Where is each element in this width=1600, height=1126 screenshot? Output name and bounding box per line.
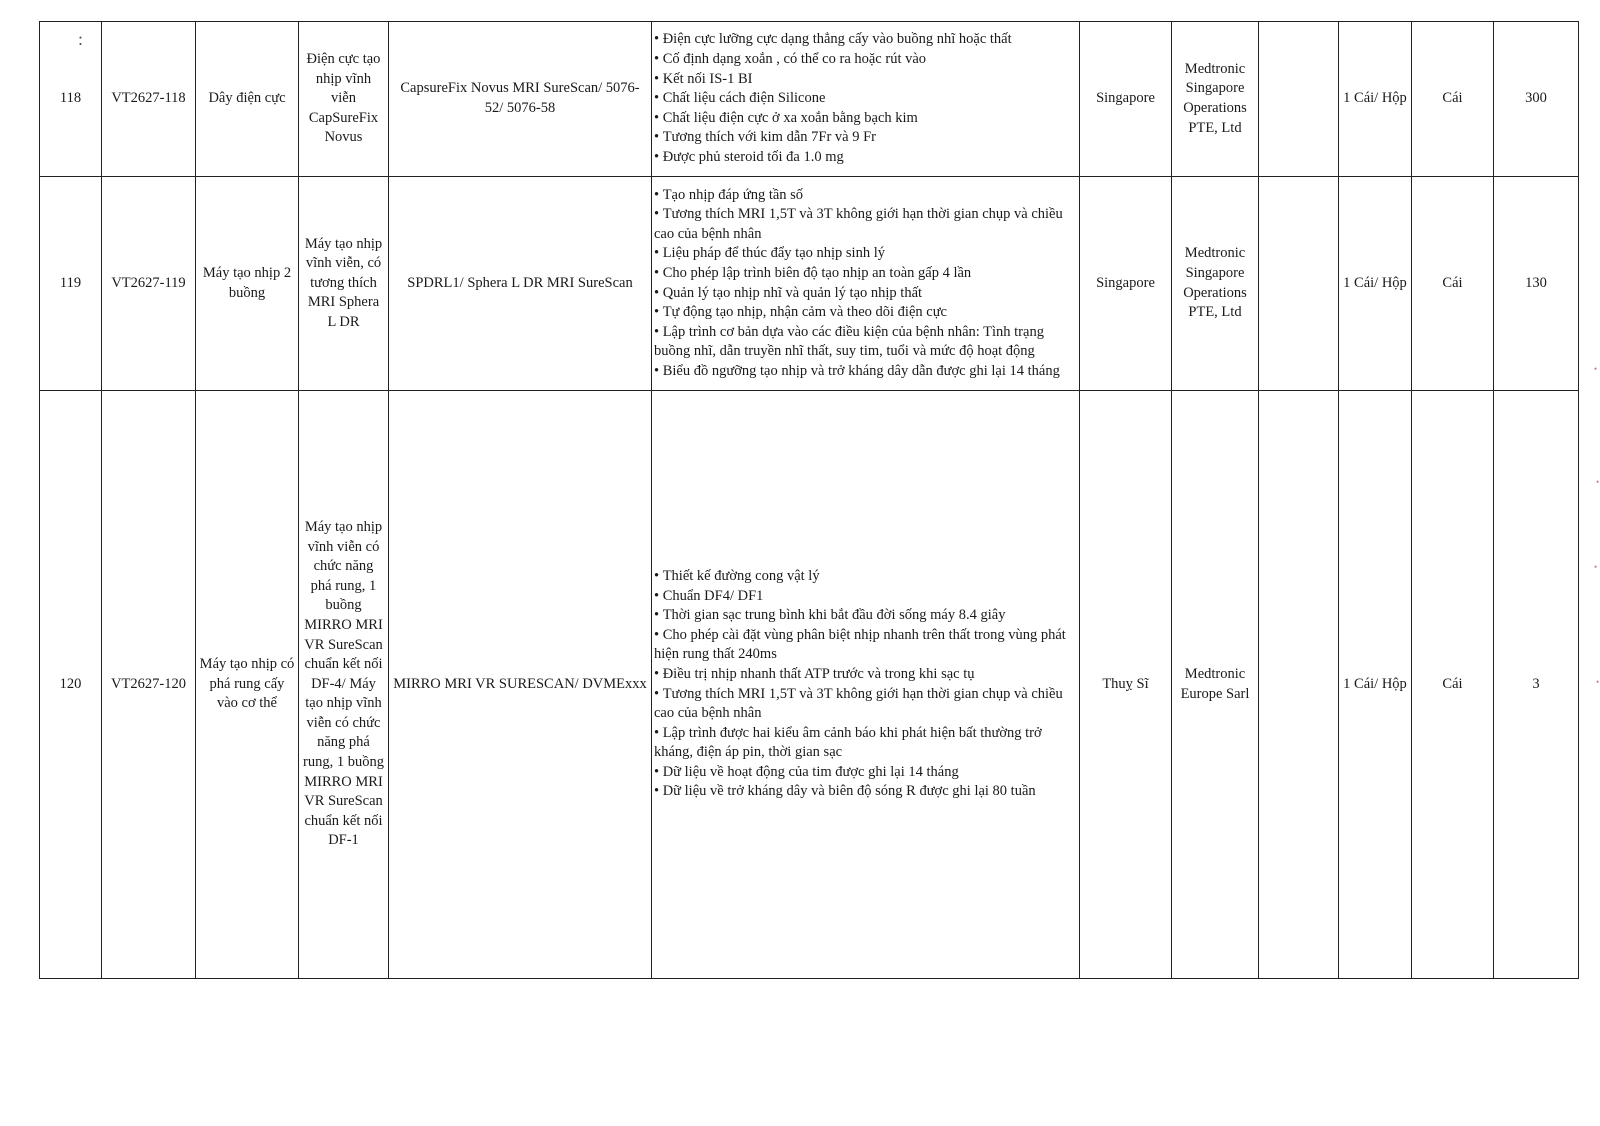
item-manufacturer: Medtronic Singapore Operations PTE, Ltd [1172,22,1259,177]
scan-speck: • [1594,364,1598,374]
feature-item: • Điện cực lưỡng cực dạng thẳng cấy vào buồng nhĩ hoặc thất [654,30,1076,50]
table-row [40,22,1579,177]
feature-item: • Biểu đồ ngưỡng tạo nhịp và trở kháng dây dẫn được ghi lại 14 tháng [654,362,1076,382]
feature-item: • Lập trình cơ bản dựa vào các điều kiện của bệnh nhân: Tình trạng buồng nhĩ, dẫn truyền nhĩ thất, suy tim, tuổi và mức độ hoạt động [654,323,1076,362]
table-row [40,391,1579,979]
scan-mark-colon: : [78,29,84,49]
feature-item: • Cho phép cài đặt vùng phân biệt nhịp nhanh trên thất trong vùng phát hiện rung thất 240ms [654,626,1076,665]
feature-item: • Tương thích MRI 1,5T và 3T không giới hạn thời gian chụp và chiều cao của bệnh nhân [654,205,1076,244]
item-name: Máy tạo nhịp vĩnh viễn, có tương thích MRI Sphera L DR [299,177,389,391]
item-features [652,177,1080,391]
feature-item: • Cố định dạng xoắn , có thể co ra hoặc rút vào [654,50,1076,70]
item-code: VT2627-118 [102,22,196,177]
item-origin: Singapore [1080,177,1172,391]
item-unit: Cái [1412,22,1494,177]
feature-item: • Dữ liệu về trở kháng dây và biên độ sóng R được ghi lại 80 tuần [654,782,1076,802]
item-extra [1259,391,1339,979]
feature-item: • Quản lý tạo nhịp nhĩ và quản lý tạo nhịp thất [654,284,1076,304]
scan-speck: • [1596,477,1600,487]
feature-item: • Chuẩn DF4/ DF1 [654,587,1076,607]
feature-item: • Kết nối IS-1 BI [654,70,1076,90]
item-group: Dây điện cực [196,22,299,177]
item-unit: Cái [1412,177,1494,391]
item-name: Điện cực tạo nhịp vĩnh viễn CapSureFix Novus [299,22,389,177]
feature-item: • Được phủ steroid tối đa 1.0 mg [654,148,1076,168]
feature-item: • Chất liệu cách điện Silicone [654,89,1076,109]
feature-item: • Thiết kế đường cong vật lý [654,567,1076,587]
table-row [40,177,1579,391]
item-origin: Singapore [1080,22,1172,177]
item-extra [1259,22,1339,177]
feature-item: • Chất liệu điện cực ở xa xoắn bằng bạch kim [654,109,1076,129]
item-packing: 1 Cái/ Hộp [1339,391,1412,979]
item-extra [1259,177,1339,391]
equipment-spec-table [39,21,1579,979]
item-features [652,22,1080,177]
feature-item: • Tương thích MRI 1,5T và 3T không giới hạn thời gian chụp và chiều cao của bệnh nhân [654,685,1076,724]
item-code: VT2627-120 [102,391,196,979]
item-name: Máy tạo nhịp vĩnh viễn có chức năng phá rung, 1 buồng MIRRO MRI VR SureScan chuẩn kết nối DF-4/ Máy tạo nhịp vĩnh viễn có chức năng phá rung, 1 buồng MIRRO MRI VR SureScan chuẩn kết nối DF-1 [299,391,389,979]
row-number: 120 [40,391,102,979]
scan-speck: • [1594,562,1598,572]
item-group: Máy tạo nhịp 2 buồng [196,177,299,391]
feature-item: • Tạo nhịp đáp ứng tần số [654,186,1076,206]
scan-speck: • [1596,677,1600,687]
feature-item: • Điều trị nhịp nhanh thất ATP trước và trong khi sạc tụ [654,665,1076,685]
item-model: CapsureFix Novus MRI SureScan/ 5076-52/ 5076-58 [389,22,652,177]
feature-item: • Tương thích với kim dẫn 7Fr và 9 Fr [654,128,1076,148]
feature-list [654,567,1076,802]
feature-item: • Tự động tạo nhịp, nhận cảm và theo dõi điện cực [654,303,1076,323]
feature-item: • Liệu pháp để thúc đẩy tạo nhịp sinh lý [654,244,1076,264]
feature-item: • Dữ liệu về hoạt động của tim được ghi lại 14 tháng [654,763,1076,783]
item-features [652,391,1080,979]
item-packing: 1 Cái/ Hộp [1339,22,1412,177]
row-number: 119 [40,177,102,391]
feature-list [654,30,1076,167]
item-model: MIRRO MRI VR SURESCAN/ DVMExxx [389,391,652,979]
item-quantity: 3 [1494,391,1579,979]
item-quantity: 300 [1494,22,1579,177]
feature-item: • Thời gian sạc trung bình khi bắt đầu đời sống máy 8.4 giây [654,606,1076,626]
feature-item: • Lập trình được hai kiểu âm cảnh báo khi phát hiện bất thường trở kháng, điện áp pin, thời gian sạc [654,724,1076,763]
item-unit: Cái [1412,391,1494,979]
item-group: Máy tạo nhịp có phá rung cấy vào cơ thể [196,391,299,979]
feature-list [654,186,1076,382]
item-packing: 1 Cái/ Hộp [1339,177,1412,391]
item-origin: Thuỵ Sĩ [1080,391,1172,979]
item-model: SPDRL1/ Sphera L DR MRI SureScan [389,177,652,391]
item-manufacturer: Medtronic Singapore Operations PTE, Ltd [1172,177,1259,391]
item-quantity: 130 [1494,177,1579,391]
item-manufacturer: Medtronic Europe Sarl [1172,391,1259,979]
feature-item: • Cho phép lập trình biên độ tạo nhịp an toàn gấp 4 lần [654,264,1076,284]
row-number: 118 [40,22,102,177]
item-code: VT2627-119 [102,177,196,391]
